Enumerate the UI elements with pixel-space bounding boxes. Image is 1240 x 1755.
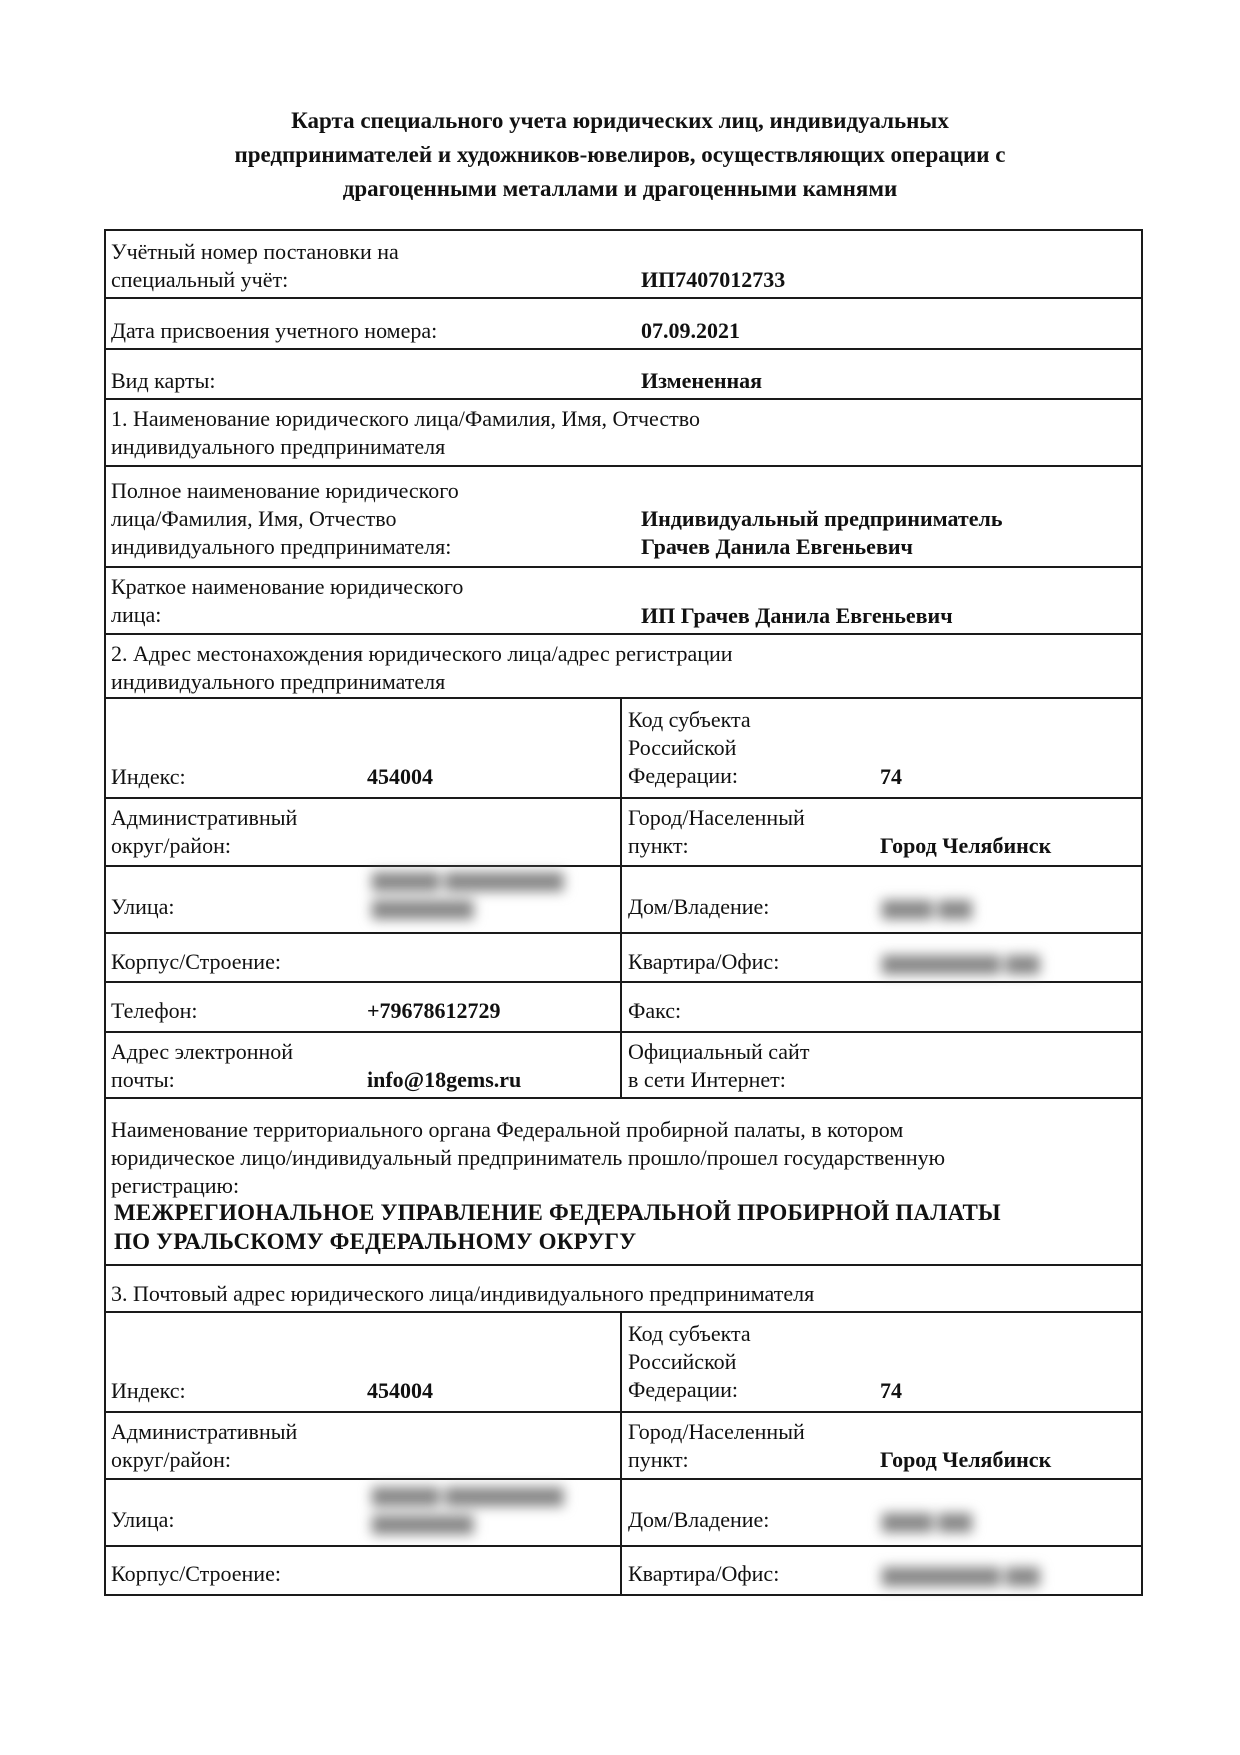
table-border [104,865,1143,867]
table-border [104,697,1143,699]
card-type-label: Вид карты: [111,368,216,393]
s3-street-redacted: ▆▆▆▆ ▆▆▆▆▆▆▆ ▆▆▆▆▆▆ [372,1481,564,1534]
full-name-label: Полное наименование юридического лица/Фамилия, Имя, Отчество индивидуального предпринимателя: [111,478,459,559]
s3-district-label: Административный округ/район: [111,1419,298,1472]
table-border [104,1097,1143,1099]
registration-label: Учётный номер постановки на специальный учёт: [111,239,399,292]
s3-index-label: Индекс: [111,1378,186,1403]
s3-city-label: Город/Населенный пункт: [628,1419,805,1472]
table-border [104,1264,1143,1266]
title-line-1: Карта специального учета юридических лиц, индивидуальных [291,108,949,133]
s3-city-value: Город Челябинск [880,1447,1052,1472]
s2-phone-label: Телефон: [111,998,198,1023]
short-name-label: Краткое наименование юридического лица: [111,574,464,627]
s3-house-redacted: ▆▆▆ ▆▆ [882,1507,973,1532]
section-3-heading: 3. Почтовый адрес юридического лица/индивидуального предпринимателя [111,1281,815,1306]
table-border [104,566,1143,568]
document-title [150,104,1090,206]
table-border [104,1478,1143,1480]
table-border [104,932,1143,934]
s2-region-value: 74 [880,764,902,789]
s2-apartment-label: Квартира/Офис: [628,949,780,974]
section-1-heading: 1. Наименование юридического лица/Фамилия, Имя, Отчество индивидуального предпринимателя [111,406,700,459]
table-border [104,1031,1143,1033]
s2-region-label: Код субъекта Российской Федерации: [628,707,751,788]
s2-district-label: Административный округ/район: [111,805,298,858]
s2-site-label: Официальный сайт в сети Интернет: [628,1039,810,1092]
full-name-value: Индивидуальный предприниматель Грачев Данила Евгеньевич [641,506,1003,559]
s2-house-redacted: ▆▆▆ ▆▆ [882,894,973,919]
table-border [104,229,106,1596]
table-border [104,297,1143,299]
authority-value: МЕЖРЕГИОНАЛЬНОЕ УПРАВЛЕНИЕ ФЕДЕРАЛЬНОЙ ПРОБИРНОЙ ПАЛАТЫ ПО УРАЛЬСКОМУ ФЕДЕРАЛЬНОМУ ОКРУГУ [114,1200,1001,1254]
s2-apartment-redacted: ▆▆▆▆▆▆▆ ▆▆ [882,949,1040,974]
table-border [104,1545,1143,1547]
table-border [104,348,1143,350]
s3-building-label: Корпус/Строение: [111,1561,281,1586]
registration-value: ИП7407012733 [641,267,786,292]
table-border [1141,229,1143,1596]
s2-phone-value: +79678612729 [367,998,501,1023]
table-border [620,1311,622,1596]
s2-fax-label: Факс: [628,998,682,1023]
table-border [104,398,1143,400]
s2-city-label: Город/Населенный пункт: [628,805,805,858]
s2-index-label: Индекс: [111,764,186,789]
table-border [104,1594,1143,1596]
s2-email-label: Адрес электронной почты: [111,1039,294,1092]
table-border [104,229,1143,231]
title-line-2: предпринимателей и художников-ювелиров, осуществляющих операции с [234,142,1006,167]
authority-label: Наименование территориального органа Федеральной пробирной палаты, в котором юридическое лицо/индивидуальный предприниматель прошло/прошел государственную регистрацию: [111,1117,946,1198]
s2-email-value: info@18gems.ru [367,1067,522,1092]
assign-date-value: 07.09.2021 [641,318,740,343]
s2-street-label: Улица: [111,894,175,919]
s2-index-value: 454004 [367,764,433,789]
table-border [104,981,1143,983]
s3-apartment-label: Квартира/Офис: [628,1561,780,1586]
table-border [104,465,1143,467]
title-line-3: драгоценными металлами и драгоценными камнями [342,176,898,201]
section-2-heading: 2. Адрес местонахождения юридического лица/адрес регистрации индивидуального предпринимателя [111,641,733,694]
s2-city-value: Город Челябинск [880,833,1052,858]
s2-building-label: Корпус/Строение: [111,949,281,974]
table-border [620,697,622,1099]
s3-house-label: Дом/Владение: [628,1507,770,1532]
s3-region-value: 74 [880,1378,902,1403]
table-border [104,1311,1143,1313]
s3-street-label: Улица: [111,1507,175,1532]
s3-apartment-redacted: ▆▆▆▆▆▆▆ ▆▆ [882,1561,1040,1586]
assign-date-label: Дата присвоения учетного номера: [111,318,438,343]
short-name-value: ИП Грачев Данила Евгеньевич [641,603,953,628]
s3-region-label: Код субъекта Российской Федерации: [628,1321,751,1402]
table-border [104,1411,1143,1413]
card-type-value: Измененная [641,368,763,393]
table-border [104,797,1143,799]
table-border [104,633,1143,635]
s2-street-redacted: ▆▆▆▆ ▆▆▆▆▆▆▆ ▆▆▆▆▆▆ [372,866,564,919]
s2-house-label: Дом/Владение: [628,894,770,919]
s3-index-value: 454004 [367,1378,433,1403]
